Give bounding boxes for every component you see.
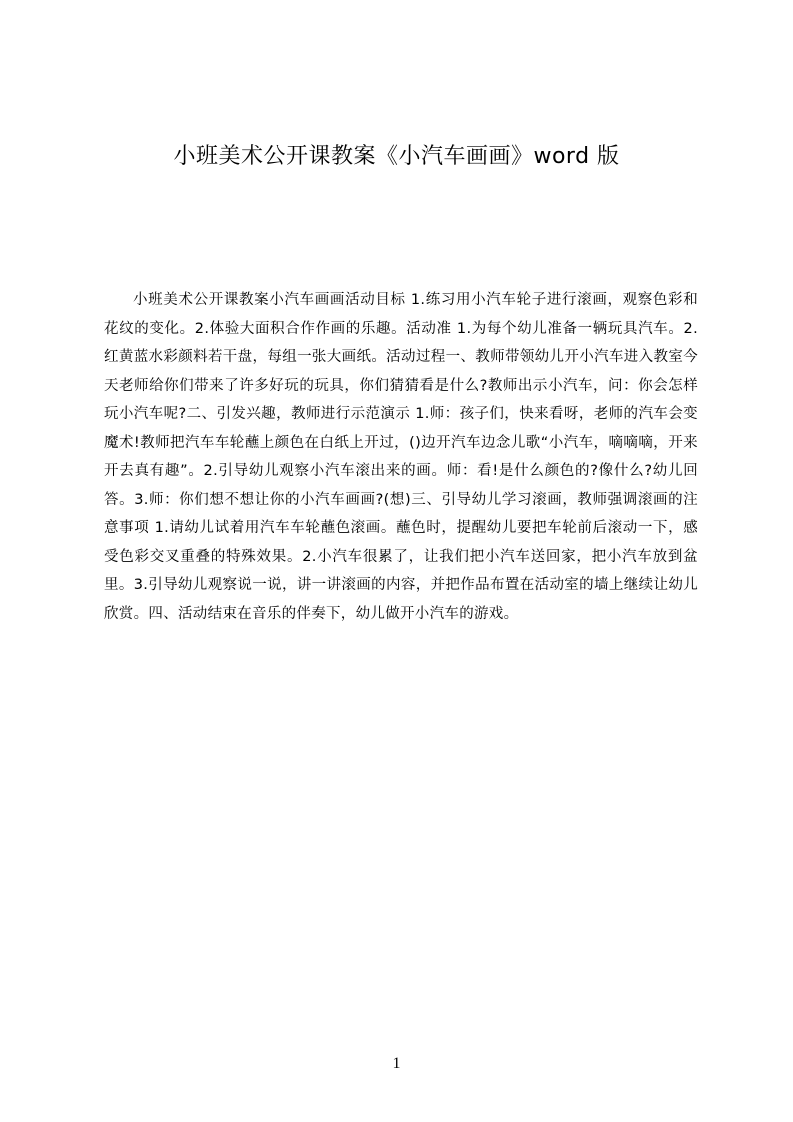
document-body-paragraph: 小班美术公开课教案小汽车画画活动目标 1.练习用小汽车轮子进行滚画，观察色彩和花纹的变化。2.体验大面积合作作画的乐趣。活动准 1.为每个幼儿准备一辆玩具汽车。2.红黄蓝水彩颜料若干盘，每组一张大画纸。活动过程一、教师带领幼儿开小汽车进入教室今天老师给你们带来了许多好玩的玩具，你们猜猜看是什么?教师出示小汽车，问：你会怎样玩小汽车呢?二、引发兴趣，教师进行示范演示 1.师：孩子们，快来看呀，老师的汽车会变魔术!教师把汽车车轮蘸上颜色在白纸上开过，()边开汽车边念儿歌“小汽车，嘀嘀嘀，开来开去真有趣”。2.引导幼儿观察小汽车滚出来的画。师：看!是什么颜色的?像什么?幼儿回答。3.师：你们想不想让你的小汽车画画?(想)三、引导幼儿学习滚画，教师强调滚画的注意事项 1.请幼儿试着用汽车车轮蘸色滚画。蘸色时，提醒幼儿要把车轮前后滚动一下，感受色彩交叉重叠的特殊效果。2.小汽车很累了，让我们把小汽车送回家，把小汽车放到盆里。3.引导幼儿观察说一说，讲一讲滚画的内容，并把作品布置在活动室的墙上继续让幼儿欣赏。四、活动结束在音乐的伴奏下，幼儿做开小汽车的游戏。: [104, 292, 698, 622]
page-number: 1: [392, 1055, 401, 1072]
document-title: 小班美术公开课教案《小汽车画画》word 版: [173, 144, 620, 169]
